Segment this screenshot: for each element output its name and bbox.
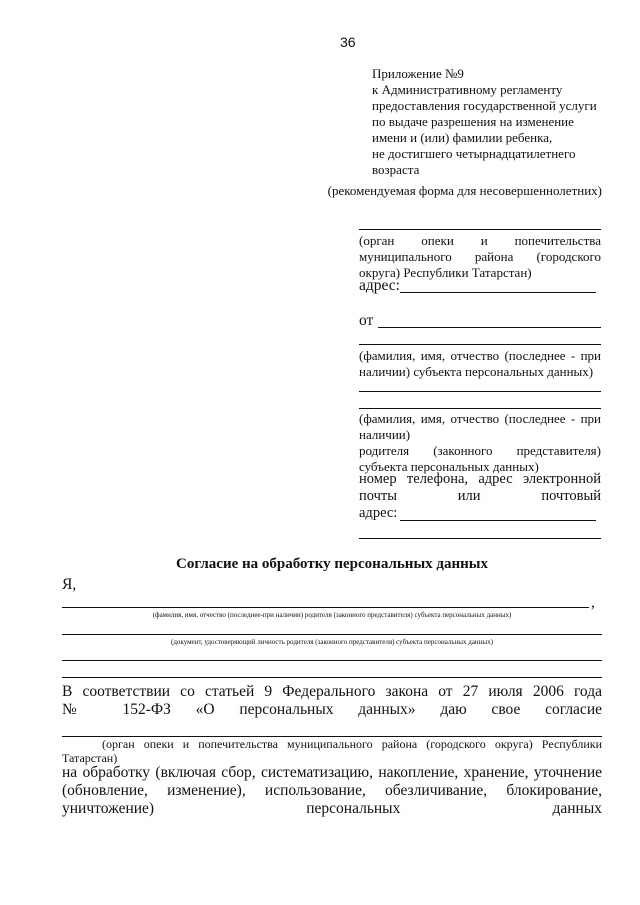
appendix-line: предоставления государственной услуги — [372, 98, 597, 113]
from-label: от — [359, 312, 374, 329]
address-field[interactable] — [400, 292, 596, 293]
subject-caption: (фамилия, имя, отчество (последнее - при наличии) субъекта персональных данных) — [359, 348, 601, 379]
processing-paragraph: на обработку (включая сбор, систематизацию, накопление, хранение, уточнение (обновление, изменение), использование, обезличивание, блокирование, уничтожение) персональных данных — [62, 764, 602, 817]
document-field-line-3[interactable] — [62, 677, 602, 678]
address-label: адрес: — [359, 277, 400, 294]
appendix-line: возраста — [372, 162, 420, 177]
appendix-header — [372, 66, 612, 178]
appendix-line: имени и (или) фамилии ребенка, — [372, 130, 553, 145]
appendix-line: Приложение №9 — [372, 66, 464, 81]
contacts-field[interactable] — [400, 520, 596, 521]
subject-line-1[interactable] — [359, 391, 601, 392]
fio-field[interactable] — [62, 607, 589, 608]
organ-caption: (орган опеки и попечительства муниципального района (городского округа) Республики Татарстан) — [359, 233, 601, 280]
document-field[interactable] — [62, 634, 602, 635]
parent-caption: (фамилия, имя, отчество (последнее - при наличии) родителя (законного представителя) субъекта персональных данных) — [359, 411, 601, 474]
subject-line-2[interactable] — [359, 408, 601, 409]
form-note: (рекомендуемая форма для несовершеннолетних) — [327, 183, 602, 198]
ya-label: Я, — [62, 576, 77, 593]
appendix-line: к Административному регламенту — [372, 82, 563, 97]
contacts-field-line-2[interactable] — [359, 538, 601, 539]
document-field-line-2[interactable] — [62, 660, 602, 661]
page-number: 36 — [340, 34, 356, 50]
fio-comma: , — [591, 594, 595, 611]
document-title: Согласие на обработку персональных данных — [175, 556, 488, 572]
appendix-line: по выдаче разрешения на изменение — [372, 114, 574, 129]
document-caption: (документ, удостоверяющий личность родителя (законного представителя) субъекта персональных данных) — [171, 638, 493, 646]
appendix-line: не достигшего четырнадцатилетнего — [372, 146, 576, 161]
contacts-block: номер телефона, адрес электронной почты или почтовый адрес: — [359, 471, 601, 521]
organ-field-caption: (орган опеки и попечительства муниципального района (городского округа) Республики Татарстан) — [62, 737, 602, 765]
fio-caption: (фамилия, имя, отчество (последнее-при наличии) родителя (законного представителя) субъекта персональных данных) — [152, 611, 512, 619]
organ-line[interactable] — [359, 229, 601, 230]
from-field-line-2[interactable] — [359, 344, 601, 345]
consent-paragraph: В соответствии со статьей 9 Федерального закона от 27 июля 2006 года № 152-ФЗ «О персональных данных» даю свое согласие — [62, 683, 602, 718]
from-field[interactable] — [378, 327, 601, 328]
